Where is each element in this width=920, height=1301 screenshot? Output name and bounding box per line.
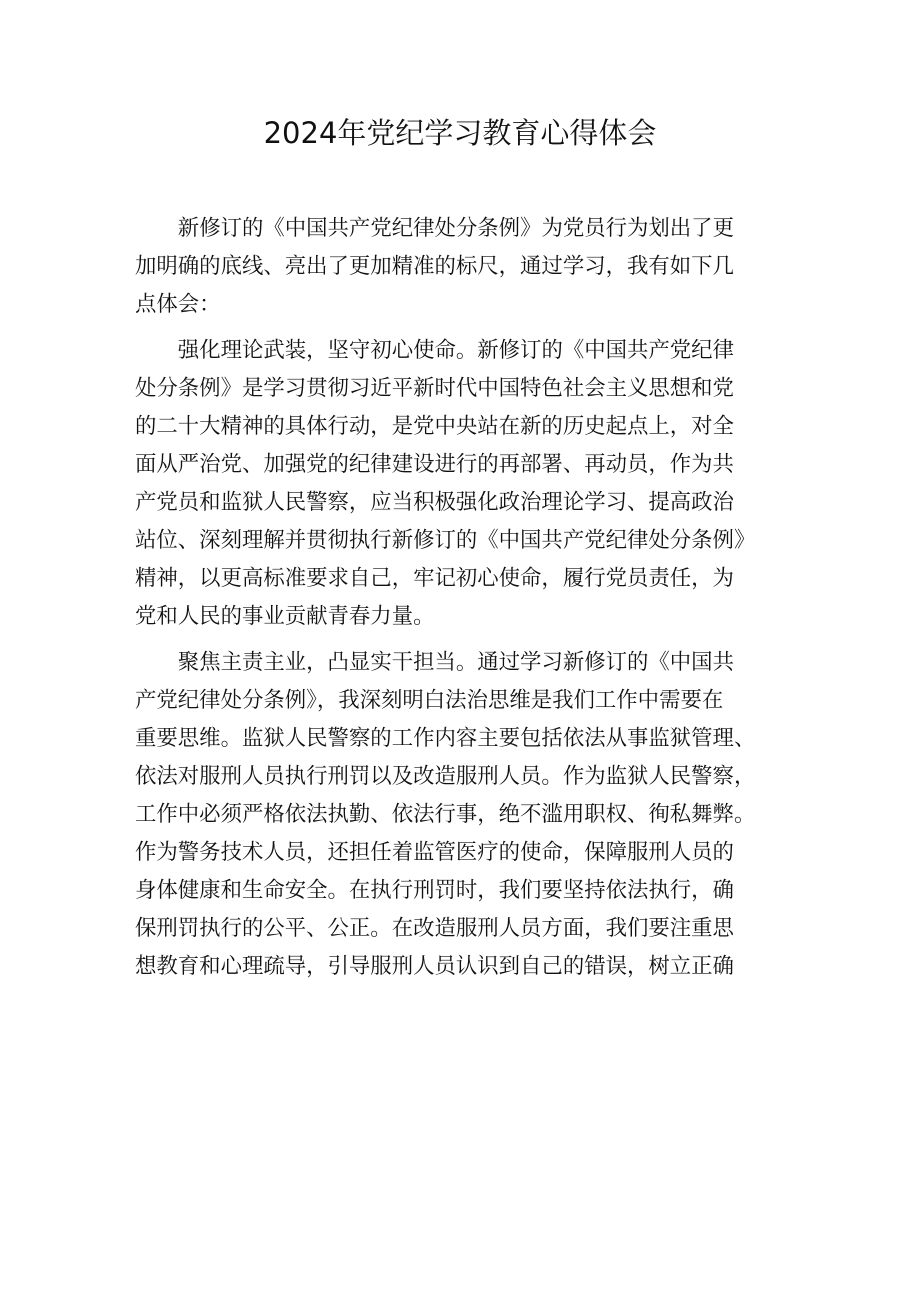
paragraph-intro: [135, 210, 785, 324]
text-line: 依法对服刑人员执行刑罚以及改造服刑人员。作为监狱人民警察，: [135, 764, 756, 789]
text-line: 加明确的底线、亮出了更加精准的标尺，通过学习，我有如下几: [135, 254, 734, 279]
text-line: 站位、深刻理解并贯彻执行新修订的《中国共产党纪律处分条例》: [135, 528, 756, 553]
text-line: 产党纪律处分条例》，我深刻明白法治思维是我们工作中需要在: [135, 688, 724, 713]
text-line: 的二十大精神的具体行动，是党中央站在新的历史起点上，对全: [135, 414, 734, 439]
text-line: 聚焦主责主业，凸显实干担当。通过学习新修订的《中国共: [177, 650, 734, 675]
text-line: 想教育和心理疏导，引导服刑人员认识到自己的错误，树立正确: [135, 954, 734, 979]
document-title: 2024年党纪学习教育心得体会: [263, 116, 657, 150]
text-line: 面从严治党、加强党的纪律建设进行的再部署、再动员，作为共: [135, 452, 734, 477]
document-body: [135, 210, 785, 986]
text-line: 作为警务技术人员，还担任着监管医疗的使命，保障服刑人员的: [135, 840, 734, 865]
text-line: 身体健康和生命安全。在执行刑罚时，我们要坚持依法执行，确: [135, 878, 734, 903]
text-line: 新修订的《中国共产党纪律处分条例》为党员行为划出了更: [177, 216, 734, 241]
text-line: 重要思维。监狱人民警察的工作内容主要包括依法从事监狱管理、: [135, 726, 756, 751]
text-line: 党和人民的事业贡献青春力量。: [135, 604, 435, 629]
paragraph-theory: [135, 332, 785, 636]
text-line: 工作中必须严格依法执勤、依法行事，绝不滥用职权、徇私舞弊。: [135, 802, 756, 827]
text-line: 产党员和监狱人民警察，应当积极强化政治理论学习、提高政治: [135, 490, 734, 515]
text-line: 强化理论武装，坚守初心使命。新修订的《中国共产党纪律: [177, 338, 734, 363]
text-line: 处分条例》是学习贯彻习近平新时代中国特色社会主义思想和党: [135, 376, 734, 401]
text-line: 精神，以更高标准要求自己，牢记初心使命，履行党员责任，为: [135, 566, 734, 591]
text-line: 点体会：: [135, 292, 221, 317]
paragraph-duty: [135, 644, 785, 986]
text-line: 保刑罚执行的公平、公正。在改造服刑人员方面，我们要注重思: [135, 916, 734, 941]
